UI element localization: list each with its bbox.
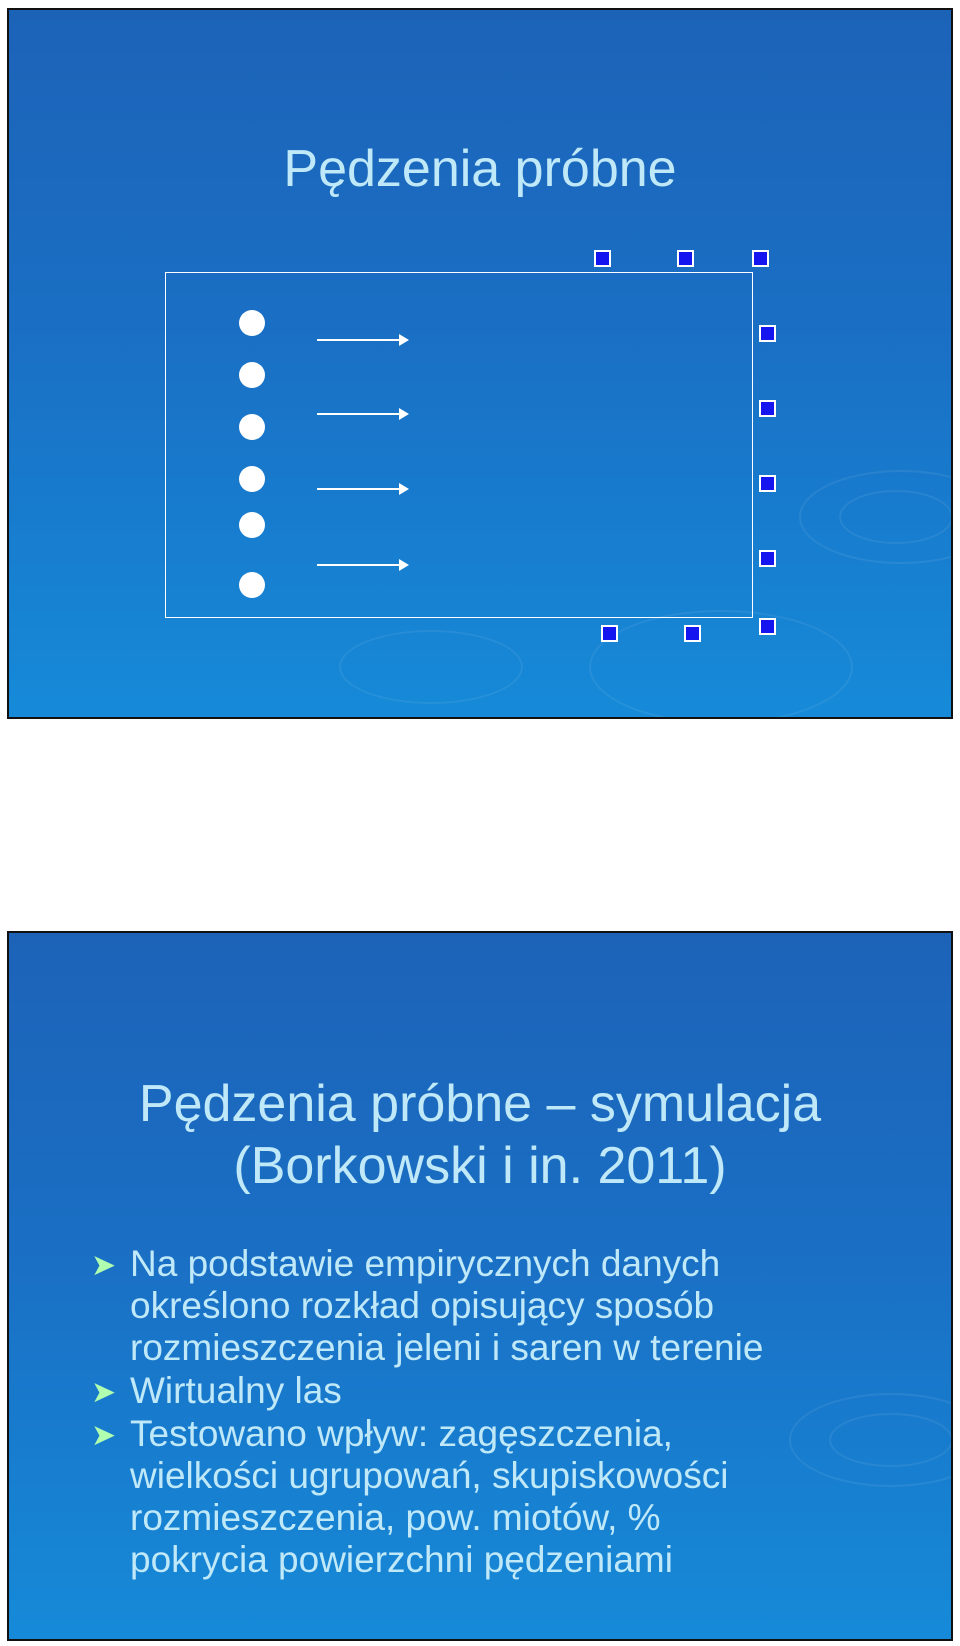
bullet-line: wielkości ugrupowań, skupiskowości [130,1455,729,1496]
drive-direction-arrow [317,488,401,490]
deer-marker [239,572,265,598]
arrowhead-bullet-icon: ➤ [91,1249,117,1282]
slide-title: Pędzenia próbne [283,140,677,198]
title-line-2: (Borkowski i in. 2011) [233,1137,727,1195]
title-line-1: Pędzenia próbne – symulacja [138,1075,822,1133]
bullet-list [91,1243,911,1582]
hunter-stand-marker [594,250,611,267]
arrowhead-bullet-icon: ➤ [91,1376,117,1409]
slide-pedzenia-probne [7,8,953,719]
hunter-stand-marker [759,618,776,635]
deer-marker [239,512,265,538]
ripple-decoration [799,470,953,564]
hunter-stand-marker [759,325,776,342]
hunter-stand-marker [752,250,769,267]
bullet-line: rozmieszczenia jeleni i saren w terenie [130,1327,764,1368]
bullet-line: Na podstawie empirycznych danych [130,1243,721,1284]
deer-marker [239,310,265,336]
deer-marker [239,414,265,440]
hunter-stand-marker [759,550,776,567]
deer-marker [239,362,265,388]
slide-pedzenia-probne-symulacja [7,931,953,1641]
hunter-stand-marker [677,250,694,267]
bullet-line: Testowano wpływ: zagęszczenia, [130,1413,673,1454]
bullet-line: rozmieszczenia, pow. miotów, % [130,1497,661,1538]
bullet-line: pokrycia powierzchni pędzeniami [130,1539,673,1580]
ripple-decoration [589,610,853,719]
bullet-item [91,1413,911,1581]
bullet-item [91,1370,911,1412]
hunter-stand-marker [601,625,618,642]
drive-direction-arrow [317,564,401,566]
hunter-stand-marker [759,475,776,492]
hunter-stand-marker [684,625,701,642]
drive-direction-arrow [317,413,401,415]
ripple-decoration [339,630,523,704]
arrowhead-bullet-icon: ➤ [91,1419,117,1452]
deer-marker [239,466,265,492]
bullet-item [91,1243,911,1369]
slide-title [9,1073,951,1197]
hunter-stand-marker [759,400,776,417]
bullet-line: Wirtualny las [130,1370,342,1411]
bullet-line: określono rozkład opisujący sposób [130,1285,715,1326]
drive-direction-arrow [317,339,401,341]
